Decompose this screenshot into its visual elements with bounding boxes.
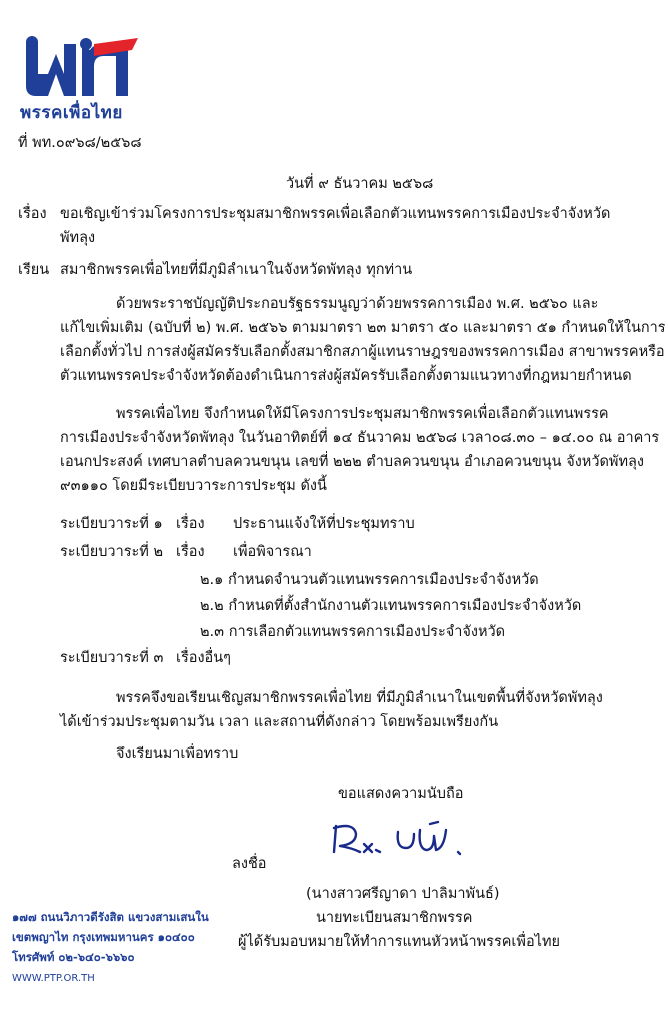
- agenda-sub-item-2-2: ๒.๒ กำหนดที่ตั้งสำนักงานตัวแทนพรรคการเมืองประจำจังหวัด: [200, 598, 582, 614]
- agenda-item-1-topic: เรื่อง: [176, 516, 205, 532]
- regards-line: ขอแสดงความนับถือ: [338, 786, 464, 802]
- agenda-sub-item-2-1: ๒.๑ กำหนดจำนวนตัวแทนพรรคการเมืองประจำจังหวัด: [200, 572, 539, 588]
- paragraph-1-line-2: แก้ไขเพิ่มเติม (ฉบับที่ ๒) พ.ศ. ๒๕๖๖ ตามมาตรา ๒๓ มาตรา ๕๐ และมาตรา ๕๑ กำหนดให้ในการ: [60, 320, 666, 336]
- subject-line-2: พัทลุง: [60, 230, 96, 246]
- subject-line-1: ขอเชิญเข้าร่วมโครงการประชุมสมาชิกพรรคเพื่อเลือกตัวแทนพรรคการเมืองประจำจังหวัด: [60, 206, 611, 222]
- signatory-name: (นางสาวศรีญาดา ปาลิมาพันธ์): [306, 886, 500, 902]
- signatory-authority: ผู้ได้รับมอบหมายให้ทำการแทนหัวหน้าพรรคเพื่อไทย: [238, 934, 561, 950]
- party-logo-label: พรรคเพื่อไทย: [20, 103, 123, 123]
- footer-address-line-2: เขตพญาไท กรุงเทพมหานคร ๑๐๔๐๐: [12, 930, 195, 944]
- footer-website-link[interactable]: WWW.PTP.OR.TH: [12, 973, 95, 984]
- paragraph-2-line-1: พรรคเพื่อไทย จึงกำหนดให้มีโครงการประชุมสมาชิกพรรคเพื่อเลือกตัวแทนพรรค: [116, 406, 609, 422]
- paragraph-3-line-1: พรรคจึงขอเรียนเชิญสมาชิกพรรคเพื่อไทย ที่มีภูมิลำเนาในเขตพื้นที่จังหวัดพัทลุง: [116, 690, 603, 706]
- agenda-sub-item-2-3: ๒.๓ การเลือกตัวแทนพรรคการเมืองประจำจังหวัด: [200, 624, 506, 640]
- agenda-item-2-topic: เรื่อง: [176, 544, 205, 560]
- closing-note: จึงเรียนมาเพื่อทราบ: [116, 746, 239, 762]
- agenda-item-2-label: ระเบียบวาระที่ ๒: [60, 544, 164, 560]
- paragraph-2-line-4: ๙๓๑๑๐ โดยมีระเบียบวาระการประชุม ดังนี้: [60, 478, 327, 494]
- reference-number: ที่ พท.๐๙๖๘/๒๕๖๘: [18, 135, 142, 151]
- agenda-item-3-label: ระเบียบวาระที่ ๓: [60, 650, 164, 666]
- paragraph-1-line-3: เลือกตั้งทั่วไป การส่งผู้สมัครรับเลือกตั้งสมาชิกสภาผู้แทนราษฎรของพรรคการเมือง สาขาพรรคหรือ: [60, 344, 665, 360]
- party-logo-mark: [20, 36, 138, 100]
- paragraph-2-line-3: เอนกประสงค์ เทศบาลตำบลควนขนุน เลขที่ ๒๒๒ ตำบลควนขนุน อำเภอควนขนุน จังหวัดพัทลุง: [60, 454, 644, 470]
- subject-label: เรื่อง: [18, 206, 47, 222]
- document-date: วันที่ ๙ ธันวาคม ๒๕๖๘: [286, 176, 434, 192]
- agenda-item-1-label: ระเบียบวาระที่ ๑: [60, 516, 163, 532]
- party-logo: [20, 36, 138, 124]
- paragraph-3-line-2: ได้เข้าร่วมประชุมตามวัน เวลา และสถานที่ดังกล่าว โดยพร้อมเพรียงกัน: [60, 714, 499, 730]
- recipient-label: เรียน: [18, 262, 50, 278]
- agenda-item-1-text: ประธานแจ้งให้ที่ประชุมทราบ: [233, 516, 415, 532]
- paragraph-1-line-1: ด้วยพระราชบัญญัติประกอบรัฐธรรมนูญว่าด้วยพรรคการเมือง พ.ศ. ๒๕๖๐ และ: [116, 296, 599, 312]
- signature-label: ลงชื่อ: [232, 856, 267, 872]
- agenda-item-2-text: เพื่อพิจารณา: [233, 544, 312, 560]
- paragraph-1-line-4: ตัวแทนพรรคประจำจังหวัดต้องดำเนินการส่งผู้สมัครรับเลือกตั้งตามแนวทางที่กฎหมายกำหนด: [60, 368, 632, 384]
- handwritten-signature: [326, 818, 476, 866]
- recipient-text: สมาชิกพรรคเพื่อไทยที่มีภูมิลำเนาในจังหวัดพัทลุง ทุกท่าน: [60, 262, 413, 278]
- paragraph-2-line-2: การเมืองประจำจังหวัดพัทลุง ในวันอาทิตย์ที่ ๑๔ ธันวาคม ๒๕๖๘ เวลา๐๘.๓๐ – ๑๔.๐๐ ณ อาคาร: [60, 430, 660, 446]
- agenda-item-3-text: เรื่องอื่นๆ: [176, 650, 231, 666]
- footer-phone: โทรศัพท์ ๐๒-๖๔๐-๖๖๖๐: [12, 950, 135, 964]
- footer-address-line-1: ๑๗๗ ถนนวิภาวดีรังสิต แขวงสามเสนใน: [12, 910, 209, 924]
- signatory-position: นายทะเบียนสมาชิกพรรค: [316, 910, 473, 926]
